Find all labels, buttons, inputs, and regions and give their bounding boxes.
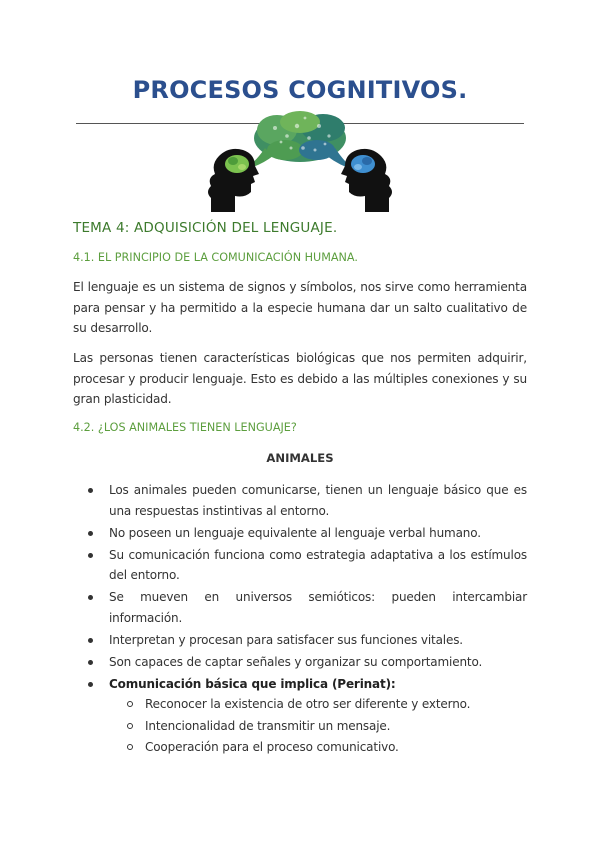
speech-cloud-icon [243,111,355,170]
bullet-icon [88,660,93,665]
bullet-icon [88,682,93,687]
hollow-bullet-icon [127,723,133,729]
animales-label: ANIMALES [266,451,334,465]
sub-list-item-text: Intencionalidad de transmitir un mensaje. [145,718,391,733]
sub-list-item-text: Cooperación para el proceso comunicativo. [145,740,399,754]
two-heads-brain-talking-illustration-icon [205,108,395,212]
sub-list-item [109,694,527,716]
list-item [73,652,527,673]
animales-bullet-list [73,480,527,760]
hollow-bullet-icon [127,744,133,750]
page-title: PROCESOS COGNITIVOS. [132,76,468,104]
list-item [73,523,527,544]
bullet-icon [88,531,93,536]
list-item [73,674,527,759]
paragraph-2: Las personas tienen características biológicas que nos permiten adquirir, procesar y producir lenguaje. Esto es debido a las múltiples conexiones y su gran plasticidad. [73,351,527,406]
left-head-icon [208,149,259,212]
list-item [73,545,527,586]
list-item-text: Se mueven en universos semióticos: pueden intercambiar información. [109,590,527,625]
list-item [73,630,527,651]
paragraph-1: El lenguaje es un sistema de signos y símbolos, nos sirve como herramienta para pensar y ha permitido a la especie humana dar un salto cualitativo de su desarrollo. [73,280,527,335]
tema-heading: TEMA 4: ADQUISICIÓN DEL LENGUAJE. [73,220,338,236]
list-item-text: Son capaces de captar señales y organizar su comportamiento. [109,654,483,669]
hollow-bullet-icon [127,701,133,707]
list-item-text: Los animales pueden comunicarse, tienen un lenguaje básico que es una respuestas instintivas al entorno. [109,483,527,518]
list-item [73,587,527,628]
list-item [73,480,527,521]
bullet-icon [88,638,93,643]
section-2-heading: 4.2. ¿LOS ANIMALES TIENEN LENGUAJE? [73,421,297,434]
sub-list-item [109,737,527,759]
sub-list-item [109,716,527,738]
bullet-icon [88,553,93,558]
list-item-text: No poseen un lenguaje equivalente al lenguaje verbal humano. [109,525,481,540]
right-head-icon [341,149,392,212]
list-item-text-bold: Comunicación básica que implica (Perinat): [109,676,396,691]
section-1-heading: 4.1. EL PRINCIPIO DE LA COMUNICACIÓN HUMANA. [73,251,358,264]
bullet-icon [88,488,93,493]
sub-list-item-text: Reconocer la existencia de otro ser diferente y externo. [145,697,471,711]
list-item-text: Interpretan y procesan para satisfacer sus funciones vitales. [109,632,463,647]
list-item-text: Su comunicación funciona como estrategia adaptativa a los estímulos del entorno. [109,547,527,582]
bullet-icon [88,595,93,600]
perinat-sub-list [109,694,527,759]
